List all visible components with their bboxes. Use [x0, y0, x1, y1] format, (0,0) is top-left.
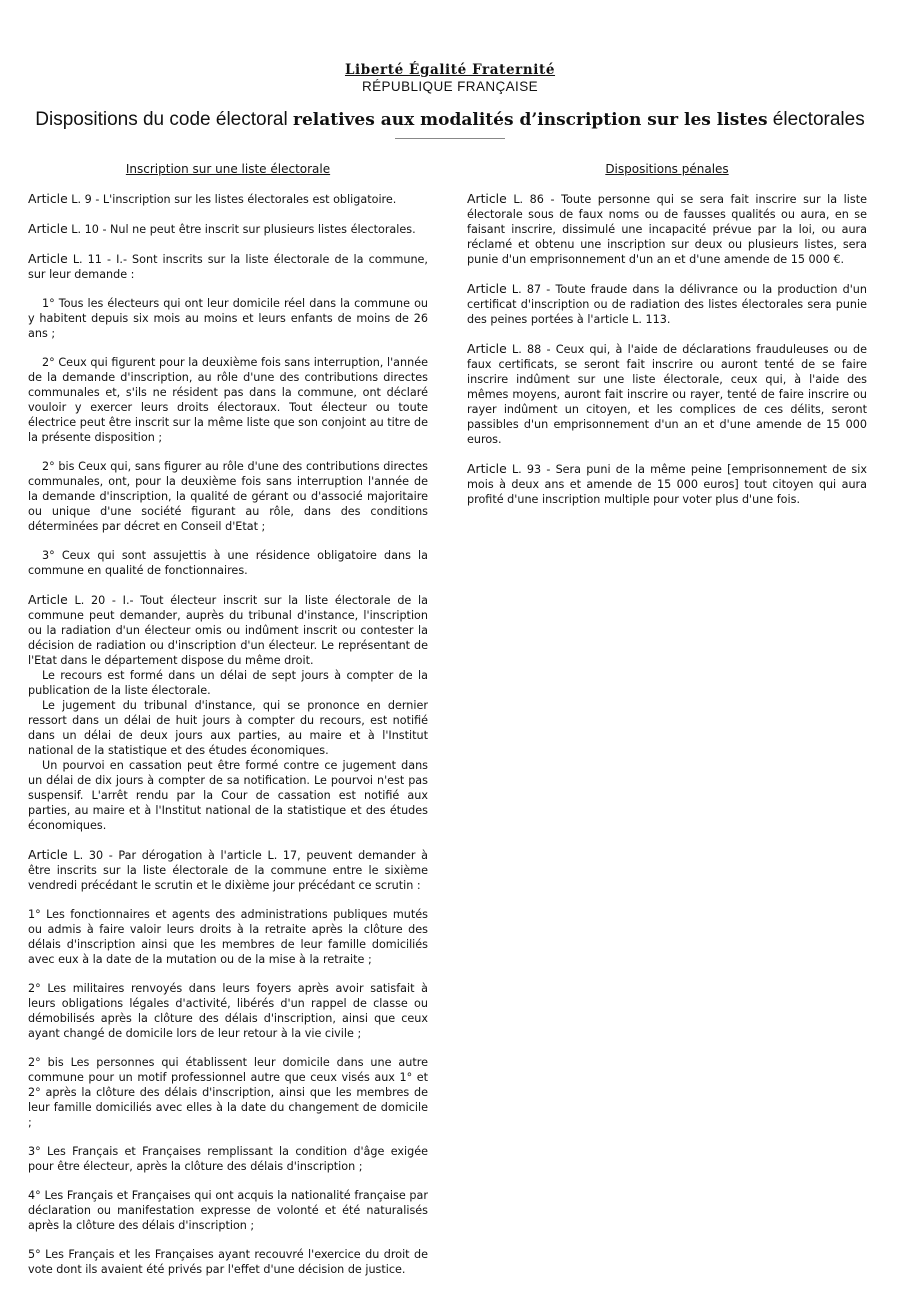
right-column-heading: Dispositions pénales — [605, 162, 729, 176]
l20-jugement: Le jugement du tribunal d'instance, qui se prononce en dernier ressort dans un délai de huit jours à compter du recours, est notifié dans un délai de deux jours aux parties, au maire et à l'Institut national de la statistique et des études économiques. — [28, 699, 428, 757]
right-column — [467, 162, 867, 521]
article-text: L. 93 - Sera puni de la même peine [emprisonnement de six mois à deux ans et amende de 15 000 euros] tout citoyen qui aura profité d'une inscription multiple pour voter plus d'une fois. — [467, 463, 867, 506]
title-part-3: électorales — [767, 109, 865, 130]
title-part-2: relatives aux modalités d’inscription sur les listes — [292, 110, 768, 130]
article-label: Article — [28, 847, 68, 862]
article-l10 — [28, 221, 428, 237]
l30-item-2bis: 2° bis Les personnes qui établissent leur domicile dans une autre commune pour un motif professionnel autre que ceux visés aux 1° et 2° après la clôture des délais d'inscription, ainsi que les membres de leur famille domiciliés avec elles à la date du changement de domicile ; — [28, 1056, 428, 1129]
article-label: Article — [467, 281, 507, 296]
page-title — [0, 108, 900, 132]
l30-item-2: 2° Les militaires renvoyés dans leurs foyers après avoir satisfait à leurs obligations légales d'activité, libérés d'un rappel de classe ou démobilisés après la clôture des délais d'inscription, ainsi que ceux ayant changé de domicile lors de leur retour à la vie civile ; — [28, 982, 428, 1040]
article-l87 — [467, 281, 867, 327]
l30-item-1: 1° Les fonctionnaires et agents des administrations publiques mutés ou admis à faire valoir leurs droits à la retraite après la clôture des délais d'inscription ainsi que les membres de leur famille domiciliés avec eux à la date de la mutation ou de la mise à la retraite ; — [28, 908, 428, 966]
article-label: Article — [467, 191, 507, 206]
article-text: L. 11 - I.- Sont inscrits sur la liste électorale de la commune, sur leur demande : — [28, 253, 428, 281]
left-column — [28, 162, 428, 1291]
republic-name: RÉPUBLIQUE FRANÇAISE — [361, 79, 539, 94]
article-label: Article — [467, 461, 507, 476]
l20-pourvoi: Un pourvoi en cassation peut être formé contre ce jugement dans un délai de dix jours à compter de sa notification. Le pourvoi n'est pas suspensif. L'arrêt rendu par la Cour de cassation est notifié aux parties, au maire et à l'Institut national de la statistique et des études économiques. — [28, 759, 428, 832]
article-label: Article — [467, 341, 507, 356]
left-column-heading: Inscription sur une liste électorale — [125, 162, 331, 176]
article-l20 — [28, 592, 428, 668]
l11-item-2bis: 2° bis Ceux qui, sans figurer au rôle d'une des contributions directes communales, ont, pour la deuxième fois sans interruption l'année de la demande d'inscription, la qualité de gérant ou d'associé majoritaire ou unique d'une société figurant au rôle, dans des conditions déterminées par décret en Conseil d'Etat ; — [28, 460, 428, 533]
article-text: L. 87 - Toute fraude dans la délivrance ou la production d'un certificat d'inscription ou de radiation des listes électorales sera punie des peines portées à l'article L. 113. — [467, 283, 867, 326]
article-text: L. 88 - Ceux qui, à l'aide de déclarations frauduleuses ou de faux certificats, se seront fait inscrire ou auront tenté de se faire inscrire indûment sur une liste électorale, ceux qui, à l'aide des mêmes moyens, auront fait inscrire ou rayer, tenté de faire inscrire ou rayer indûment un citoyen, et les complices de ces délits, seront passibles d'un emprisonnement d'un an et d'une amende de 15 000 euros. — [467, 343, 867, 446]
article-label: Article — [28, 221, 68, 236]
article-l11 — [28, 251, 428, 282]
republic-motto: Liberté Égalité Fraternité — [344, 62, 556, 78]
l20-recours: Le recours est formé dans un délai de sept jours à compter de la publication de la liste électorale. — [28, 669, 428, 697]
article-label: Article — [28, 592, 68, 607]
l11-item-3: 3° Ceux qui sont assujettis à une résidence obligatoire dans la commune en qualité de fonctionnaires. — [28, 549, 428, 577]
article-l30 — [28, 847, 428, 893]
article-text: L. 20 - I.- Tout électeur inscrit sur la liste électorale de la commune peut demander, auprès du tribunal d'instance, l'inscription ou la radiation d'un électeur omis ou indûment inscrit ou contester la décision de radiation ou d'inscription d'un électeur. Le représentant de l'Etat dans le département dispose du même droit. — [28, 594, 428, 667]
l30-item-5: 5° Les Français et les Françaises ayant recouvré l'exercice du droit de vote dont ils avaient été privés par l'effet d'une décision de justice. — [28, 1248, 428, 1276]
title-part-1: Dispositions du code électoral — [35, 109, 293, 130]
article-label: Article — [28, 191, 68, 206]
article-text: L. 9 - L'inscription sur les listes électorales est obligatoire. — [67, 193, 397, 206]
l30-item-4: 4° Les Français et Françaises qui ont acquis la nationalité française par déclaration ou manifestation expresse de volonté et été naturalisés après la clôture des délais d'inscription ; — [28, 1189, 428, 1232]
title-divider — [395, 138, 505, 139]
article-l9 — [28, 191, 428, 207]
article-label: Article — [28, 251, 68, 266]
article-l86 — [467, 191, 867, 267]
document-header — [0, 62, 900, 95]
article-l93 — [467, 461, 867, 507]
l30-item-3: 3° Les Français et Françaises remplissant la condition d'âge exigée pour être électeur, après la clôture des délais d'inscription ; — [28, 1145, 428, 1173]
article-l88 — [467, 341, 867, 447]
l11-item-2: 2° Ceux qui figurent pour la deuxième fois sans interruption, l'année de la demande d'inscription, au rôle d'une des contributions directes communales et, s'ils ne résident pas dans la commune, ont déclaré vouloir y exercer leurs droits électoraux. Tout électeur ou toute électrice peut être inscrit sur la même liste que son conjoint au titre de la présente disposition ; — [28, 356, 428, 444]
article-text: L. 10 - Nul ne peut être inscrit sur plusieurs listes électorales. — [67, 223, 416, 236]
article-text: L. 30 - Par dérogation à l'article L. 17, peuvent demander à être inscrits sur la liste électorale de la commune entre le sixième vendredi précédant le scrutin et le dixième jour précédant ce scrutin : — [28, 849, 428, 892]
article-text: L. 86 - Toute personne qui se sera fait inscrire sur la liste électorale sous de faux noms ou de fausses qualités ou aura, en se faisant inscrire, dissimulé une incapacité prévue par la loi, ou aura réclamé et obtenu une inscription sur deux ou plusieurs listes, sera punie d'un emprisonnement d'un an et d'une amende de 15 000 €. — [467, 193, 867, 266]
l11-item-1: 1° Tous les électeurs qui ont leur domicile réel dans la commune ou y habitent depuis six mois au moins et leurs enfants de moins de 26 ans ; — [28, 297, 428, 340]
